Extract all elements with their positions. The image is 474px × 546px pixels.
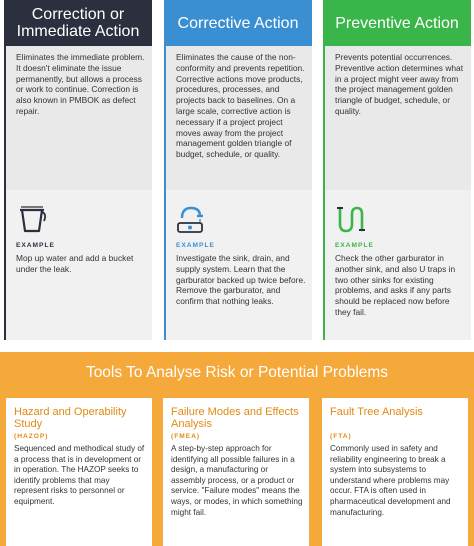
tools-section: [0, 352, 474, 546]
hazop-abbr: (HAZOP): [14, 433, 49, 440]
preventive-title: Preventive Action: [323, 0, 471, 46]
fta-card: [322, 398, 468, 546]
hazop-card: [6, 398, 152, 546]
fta-abbr: (FTA): [330, 433, 352, 440]
corrective-example-text: Investigate the sink, drain, and supply system. Learn that the garburator backed up twice before. Remove the garburator, and confirm that nothing leaks.: [176, 253, 306, 307]
corrective-column: [164, 0, 312, 340]
correction-body: [4, 46, 152, 340]
preventive-column: [323, 0, 471, 340]
tools-title: Tools To Analyse Risk or Potential Problems: [85, 364, 389, 381]
corrective-body: [164, 46, 312, 340]
preventive-example-text: Check the other garburator in another sink, and also U traps in two other sinks for existing problems, and asks if any parts should be replaced now before they fail.: [335, 253, 456, 317]
hazop-description: Sequenced and methodical study of a process that is in development or in operation. The HAZOP seeks to identify problems that may represent risks to personnel or equipment.: [14, 444, 145, 506]
fmea-description: A step-by-step approach for identifying all possible failures in a design, a manufacturing or assembly process, or a product or service. "Failure modes" means the ways, or modes, in which something might fail.: [171, 444, 303, 517]
corrective-description: Eliminates the cause of the non-conformity and prevents repetition. Corrective actions move products, procedures, processes, and projects back to baselines. On a large scale, corrective action is necessary if a project project moves away from the project management golden triangle of budget, schedule, or quality.: [176, 52, 305, 160]
correction-description: Eliminates the immediate problem. It doesn't eliminate the issue permanently, but allows a process or work to continue. Correction is also known in PMBOK as defect repair.: [16, 52, 145, 116]
preventive-body: [323, 46, 471, 340]
pipe-icon: [335, 204, 367, 234]
fmea-name: Failure Modes and Effects Analysis: [171, 406, 299, 430]
correction-title: Correction or Immediate Action: [4, 0, 152, 46]
fta-name: Fault Tree Analysis: [330, 406, 423, 418]
fmea-card: [163, 398, 309, 546]
fta-description: Commonly used in safety and reliability engineering to break a system into subsystems to understand where problems may occur. FTA is often used in pharmaceutical development and manufacturing.: [330, 444, 451, 517]
correction-example-text: Mop up water and add a bucket under the leak.: [16, 253, 134, 274]
preventive-example-label: EXAMPLE: [335, 242, 374, 249]
corrective-example-label: EXAMPLE: [176, 242, 215, 249]
correction-column: [4, 0, 152, 340]
correction-example-label: EXAMPLE: [16, 242, 55, 249]
preventive-description: Prevents potential occurrences. Preventive action determines what in a project might veer away from the project management golden triangle of budget, schedule, or quality.: [335, 52, 464, 116]
faucet-icon: [176, 204, 208, 234]
fmea-abbr: (FMEA): [171, 433, 201, 440]
bucket-icon: [16, 204, 48, 234]
hazop-name: Hazard and Operability Study: [14, 406, 127, 430]
corrective-title: Corrective Action: [164, 0, 312, 46]
